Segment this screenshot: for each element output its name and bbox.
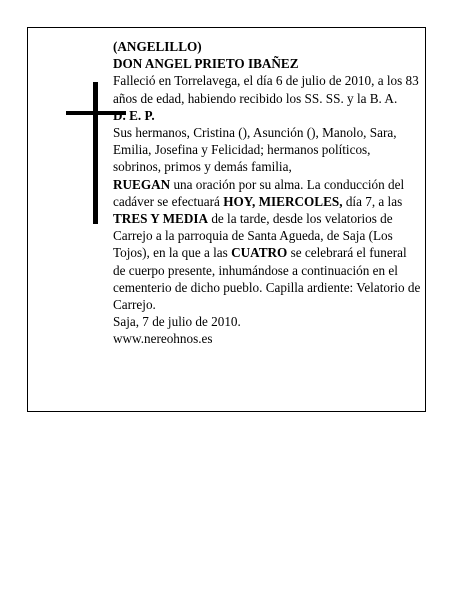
funeral-day: HOY, MIERCOLES, [223, 193, 343, 209]
request-text-3: de la tarde, desde los velatorios de Carrejo a la parroquia de Santa Agueda, de Saja (Los Tojos), en la que a las [113, 211, 393, 261]
ruegan-label: RUEGAN [113, 176, 171, 192]
cross-vertical-bar [93, 82, 98, 224]
deceased-nickname: (ANGELILLO) [113, 39, 202, 54]
deceased-name: DON ANGEL PRIETO IBAÑEZ [113, 56, 299, 72]
funeral-mass-time: CUATRO [231, 245, 288, 261]
funeral-request [113, 176, 421, 314]
place-and-date: Saja, 7 de julio de 2010. [113, 314, 241, 330]
notice-body [113, 38, 421, 348]
request-text-2: día 7, a las [342, 193, 403, 209]
request-text-4: se celebrará el funeral de cuerpo presente, inhumándose a continuación en el cementerio de dicho pueblo. Capilla ardiente: Velatorio de Carrejo. [113, 245, 421, 313]
funeral-time: TRES Y MEDIA [113, 211, 209, 227]
dep-line: D. E. P. [113, 107, 155, 123]
website-text: www.nereohnos.es [113, 331, 213, 347]
request-text-1: una oración por su alma. La conducción del cadáver se efectuará [113, 176, 405, 209]
death-announcement: Falleció en Torrelavega, el día 6 de julio de 2010, a los 83 años de edad, habiendo recibido los SS. SS. y la B. A. [113, 73, 419, 106]
family-list: Sus hermanos, Cristina (), Asunción (), Manolo, Sara, Emilia, Josefina y Felicidad; hermanos políticos, sobrinos, primos y demás familia, [113, 125, 397, 175]
